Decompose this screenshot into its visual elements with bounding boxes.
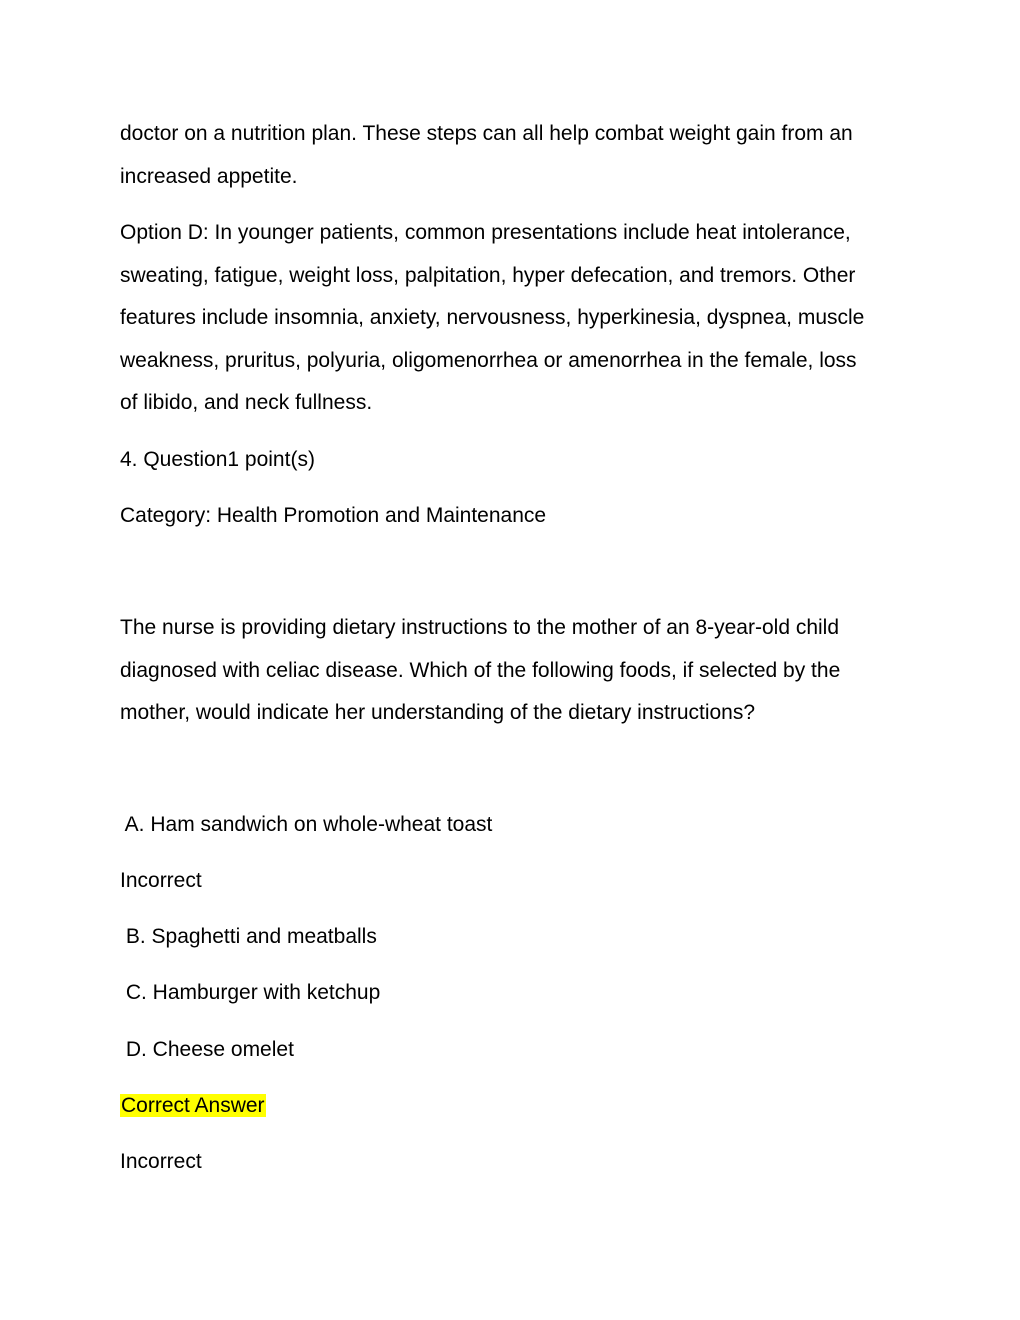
option-d-line: of libido, and neck fullness. [120, 391, 373, 414]
question-text-line: diagnosed with celiac disease. Which of the following foods, if selected by the [120, 659, 841, 682]
answer-feedback: Incorrect [120, 869, 202, 892]
correct-answer-line [120, 1092, 266, 1120]
option-d-line: features include insomnia, anxiety, nervousness, hyperkinesia, dyspnea, muscle [120, 306, 865, 329]
question-text-line: The nurse is providing dietary instructions to the mother of an 8-year-old child [120, 616, 840, 639]
question-text-line: mother, would indicate her understanding of the dietary instructions? [120, 701, 756, 724]
answer-option-d: D. Cheese omelet [120, 1038, 294, 1061]
option-d-line: Option D: In younger patients, common presentations include heat intolerance, [120, 221, 851, 244]
correct-answer-highlight: Correct Answer [121, 1094, 265, 1117]
answer-option-b: B. Spaghetti and meatballs [120, 925, 377, 948]
option-d-line: weakness, pruritus, polyuria, oligomenorrhea or amenorrhea in the female, loss [120, 349, 857, 372]
answer-option-a: A. Ham sandwich on whole-wheat toast [120, 813, 493, 836]
question-category: Category: Health Promotion and Maintenance [120, 504, 547, 527]
question-header: 4. Question1 point(s) [120, 448, 315, 471]
answer-option-c: C. Hamburger with ketchup [120, 981, 381, 1004]
paragraph-line: increased appetite. [120, 165, 298, 188]
paragraph-line: doctor on a nutrition plan. These steps can all help combat weight gain from an [120, 122, 853, 145]
option-d-line: sweating, fatigue, weight loss, palpitation, hyper defecation, and tremors. Other [120, 264, 856, 287]
answer-feedback: Incorrect [120, 1150, 202, 1173]
